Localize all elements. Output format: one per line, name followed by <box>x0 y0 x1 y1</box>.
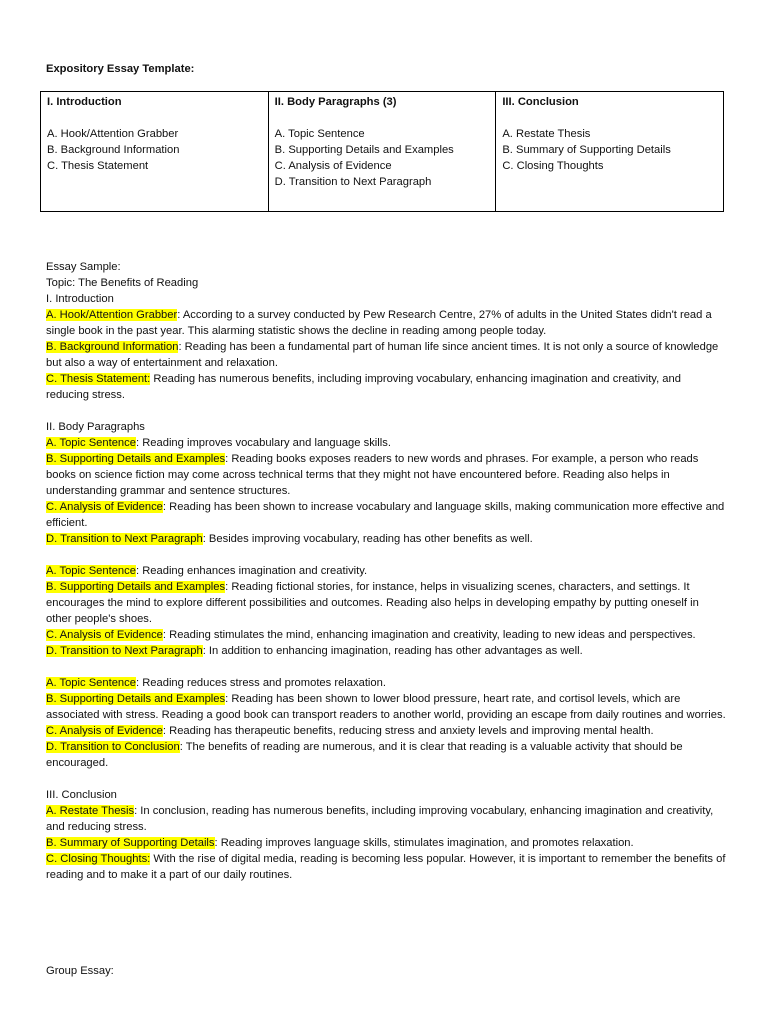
column-item: C. Analysis of Evidence <box>274 160 392 172</box>
spacer <box>46 403 726 419</box>
body2-details <box>46 579 726 627</box>
body3-transition <box>46 739 726 771</box>
section-heading-conclusion: III. Conclusion <box>46 789 117 801</box>
column-item: B. Supporting Details and Examples <box>274 144 454 156</box>
column-item: D. Transition to Next Paragraph <box>274 176 432 188</box>
paragraph-text: : Reading improves vocabulary and language skills. <box>135 437 391 449</box>
highlight-label: B. Supporting Details and Examples <box>46 581 226 593</box>
spacer <box>46 547 726 563</box>
highlight-label: A. Hook/Attention Grabber <box>46 309 178 321</box>
body2-topic <box>46 563 726 579</box>
paragraph-text: : In addition to enhancing imagination, reading has other advantages as well. <box>202 645 583 657</box>
highlight-label: C. Thesis Statement: <box>46 373 151 385</box>
paragraph-text: : Reading has been shown to increase vocabulary and language skills, making communication more effective and efficient. <box>46 501 725 529</box>
body1-transition <box>46 531 726 547</box>
highlight-label: C. Analysis of Evidence <box>46 501 163 513</box>
highlight-label: B. Background Information <box>46 341 179 353</box>
column-item: A. Topic Sentence <box>274 128 365 140</box>
paragraph-text: : Reading stimulates the mind, enhancing imagination and creativity, leading to new ideas and perspectives. <box>162 629 696 641</box>
paragraph-text: : Reading improves language skills, stimulates imagination, and promotes relaxation. <box>214 837 634 849</box>
body3-details <box>46 691 726 723</box>
conclusion-restate <box>46 803 726 835</box>
spacer <box>46 771 726 787</box>
template-row <box>41 92 724 212</box>
body3-topic <box>46 675 726 691</box>
essay-sample <box>46 259 726 883</box>
column-heading: I. Introduction <box>47 96 122 108</box>
group-essay-label: Group Essay: <box>46 965 114 977</box>
highlight-label: A. Restate Thesis <box>46 805 135 817</box>
document-title: Expository Essay Template: <box>46 63 195 75</box>
highlight-label: C. Closing Thoughts: <box>46 853 151 865</box>
paragraph-text: : The benefits of reading are numerous, and it is clear that reading is a valuable activity that should be encouraged. <box>46 741 683 769</box>
paragraph-text: : Reading books exposes readers to new words and phrases. For example, a person who reads books on science fiction may come across technical terms that they might not have encountered before. Reading also helps in understanding grammar and sentence structures. <box>46 453 699 497</box>
paragraph-text: With the rise of digital media, reading is becoming less popular. However, it is important to remember the benefits of reading and to make it a part of our daily routines. <box>46 853 726 881</box>
highlight-label: A. Topic Sentence <box>46 565 136 577</box>
paragraph-text: : Besides improving vocabulary, reading has other benefits as well. <box>202 533 533 545</box>
column-item: C. Thesis Statement <box>47 160 149 172</box>
essay-topic: Topic: The Benefits of Reading <box>46 277 199 289</box>
paragraph-text: : Reading has therapeutic benefits, reducing stress and anxiety levels and improving mental health. <box>162 725 654 737</box>
paragraph-text: : Reading enhances imagination and creativity. <box>135 565 368 577</box>
body3-analysis <box>46 723 726 739</box>
paragraph-text: : Reading has been a fundamental part of human life since ancient times. It is not only a source of knowledge but also a way of entertainment and relaxation. <box>46 341 719 369</box>
body2-analysis <box>46 627 726 643</box>
column-item: B. Summary of Supporting Details <box>502 144 671 156</box>
column-heading: II. Body Paragraphs (3) <box>274 96 397 108</box>
highlight-label: A. Topic Sentence <box>46 677 136 689</box>
intro-hook <box>46 307 726 339</box>
body1-details <box>46 451 726 499</box>
paragraph-text: : Reading has been shown to lower blood pressure, heart rate, and cortisol levels, which are associated with stress. Reading a good book can transport readers to another world, providing an escape from daily routines and worries. <box>46 693 726 721</box>
intro-thesis <box>46 371 726 403</box>
spacer <box>46 659 726 675</box>
highlight-label: B. Supporting Details and Examples <box>46 693 226 705</box>
template-column-conclusion <box>496 92 724 212</box>
paragraph-text: Reading has numerous benefits, including improving vocabulary, enhancing imagination and creativity, and reducing stress. <box>46 373 681 401</box>
highlight-label: A. Topic Sentence <box>46 437 136 449</box>
conclusion-closing <box>46 851 726 883</box>
section-heading-body: II. Body Paragraphs <box>46 421 145 433</box>
intro-background <box>46 339 726 371</box>
highlight-label: D. Transition to Conclusion <box>46 741 180 753</box>
highlight-label: B. Summary of Supporting Details <box>46 837 215 849</box>
highlight-label: C. Analysis of Evidence <box>46 725 163 737</box>
column-heading: III. Conclusion <box>502 96 579 108</box>
section-heading-introduction: I. Introduction <box>46 293 114 305</box>
template-column-body-paragraphs <box>268 92 496 212</box>
highlight-label: C. Analysis of Evidence <box>46 629 163 641</box>
highlight-label: D. Transition to Next Paragraph <box>46 645 203 657</box>
paragraph-text: : According to a survey conducted by Pew Research Centre, 27% of adults in the United States didn't read a single book in the past year. This alarming statistic shows the decline in reading among people today. <box>46 309 712 337</box>
column-item: B. Background Information <box>47 144 180 156</box>
column-item: C. Closing Thoughts <box>502 160 604 172</box>
highlight-label: B. Supporting Details and Examples <box>46 453 226 465</box>
body2-transition <box>46 643 726 659</box>
highlight-label: D. Transition to Next Paragraph <box>46 533 203 545</box>
body1-topic <box>46 435 726 451</box>
paragraph-text: : Reading reduces stress and promotes relaxation. <box>135 677 386 689</box>
template-column-introduction <box>41 92 269 212</box>
body1-analysis <box>46 499 726 531</box>
template-table <box>40 91 724 212</box>
column-item: A. Restate Thesis <box>502 128 591 140</box>
essay-label: Essay Sample: <box>46 261 121 273</box>
conclusion-summary <box>46 835 726 851</box>
paragraph-text: : In conclusion, reading has numerous benefits, including improving vocabulary, enhancing imagination and creativity, and reducing stress. <box>46 805 714 833</box>
paragraph-text: : Reading fictional stories, for instance, helps in visualizing scenes, characters, and settings. It encourages the mind to explore different possibilities and outcomes. Reading also helps in developing empathy by putting oneself in other people's shoes. <box>46 581 699 625</box>
column-item: A. Hook/Attention Grabber <box>47 128 179 140</box>
